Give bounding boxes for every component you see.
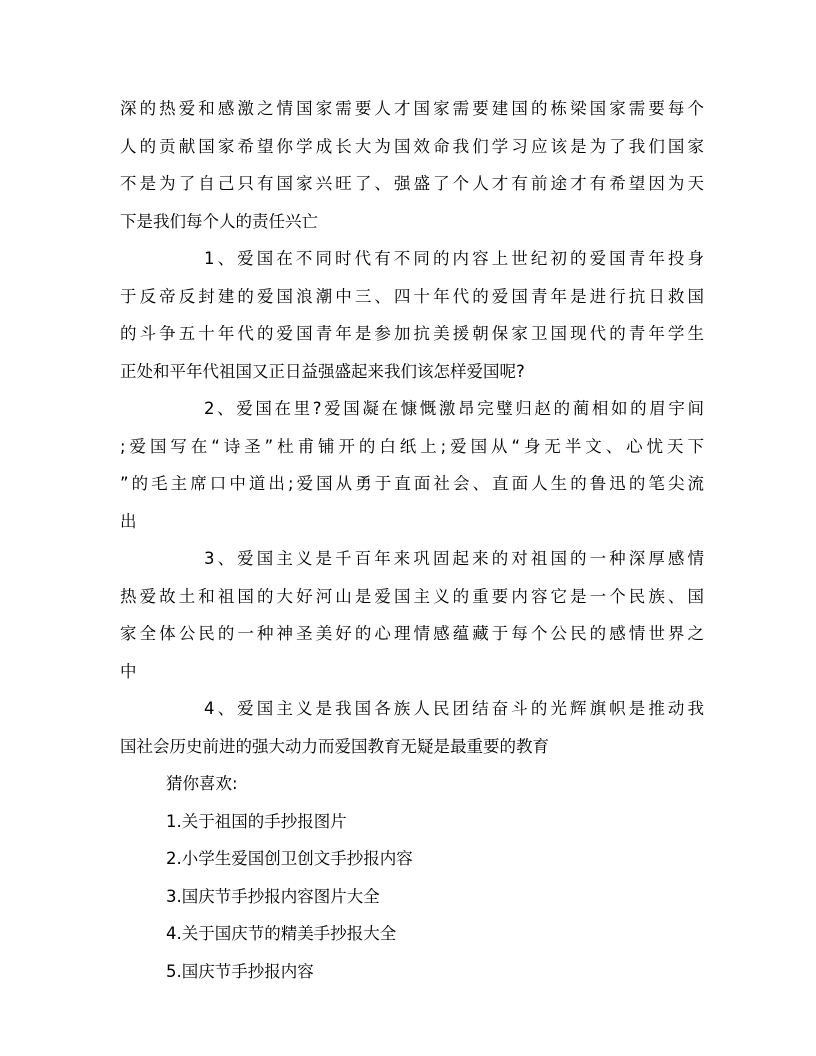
text-line: 2、爱国在里?爱国凝在慷慨激昂完璧归赵的蔺相如的眉宇间: [204, 399, 704, 418]
paragraph-2: [120, 390, 704, 540]
text-line: ;爱国写在“诗圣”杜甫铺开的白纸上;爱国从“身无半文、心忧天下: [120, 436, 704, 456]
text-line: 的斗争五十年代的爱国青年是参加抗美援朝保家卫国现代的青年学生: [120, 324, 704, 343]
text-line: 1、爱国在不同时代有不同的内容上世纪初的爱国青年投身: [204, 249, 704, 268]
related-section: [120, 765, 704, 990]
paragraph-intro: [120, 90, 704, 240]
text-line: 深的热爱和感激之情国家需要人才国家需要建国的栋梁国家需要每个: [120, 99, 704, 118]
paragraph-3: [120, 540, 704, 690]
text-line: 热爱故土和祖国的大好河山是爱国主义的重要内容它是一个民族、国: [120, 586, 704, 606]
text-line: 4、爱国主义是我国各族人民团结奋斗的光辉旗帜是推动我: [204, 699, 704, 718]
paragraph-4: [120, 690, 704, 765]
related-heading: 猜你喜欢:: [166, 774, 238, 793]
text-line: ”的毛主席口中道出;爱国从勇于直面社会、直面人生的鲁迅的笔尖流: [120, 474, 704, 493]
text-line: 3、爱国主义是千百年来巩固起来的对祖国的一种深厚感情: [204, 549, 704, 568]
related-link[interactable]: 2.小学生爱国创卫创文手抄报内容: [166, 849, 413, 868]
text-line: 正处和平年代祖国又正日益强盛起来我们该怎样爱国呢?: [120, 361, 525, 381]
related-link[interactable]: 5.国庆节手抄报内容: [166, 961, 314, 981]
related-link[interactable]: 1.关于祖国的手抄报图片: [166, 811, 347, 831]
text-line: 中: [120, 661, 137, 681]
text-line: 家全体公民的一种神圣美好的心理情感蕴藏于每个公民的感情世界之: [120, 624, 704, 643]
text-line: 出: [120, 511, 137, 531]
text-line: 人的贡献国家希望你学成长大为国效命我们学习应该是为了我们国家: [120, 136, 704, 156]
text-line: 于反帝反封建的爱国浪潮中三、四十年代的爱国青年是进行抗日救国: [120, 286, 704, 306]
paragraph-1: [120, 240, 704, 390]
text-line: 国社会历史前进的强大动力而爱国教育无疑是最重要的教育: [120, 736, 549, 756]
text-line: 下是我们每个人的责任兴亡: [120, 211, 318, 231]
text-line: 不是为了自己只有国家兴旺了、强盛了个人才有前途才有希望因为天: [120, 174, 704, 193]
related-link[interactable]: 3.国庆节手抄报内容图片大全: [166, 886, 380, 906]
document-page: [120, 90, 704, 990]
related-link[interactable]: 4.关于国庆节的精美手抄报大全: [166, 924, 397, 943]
